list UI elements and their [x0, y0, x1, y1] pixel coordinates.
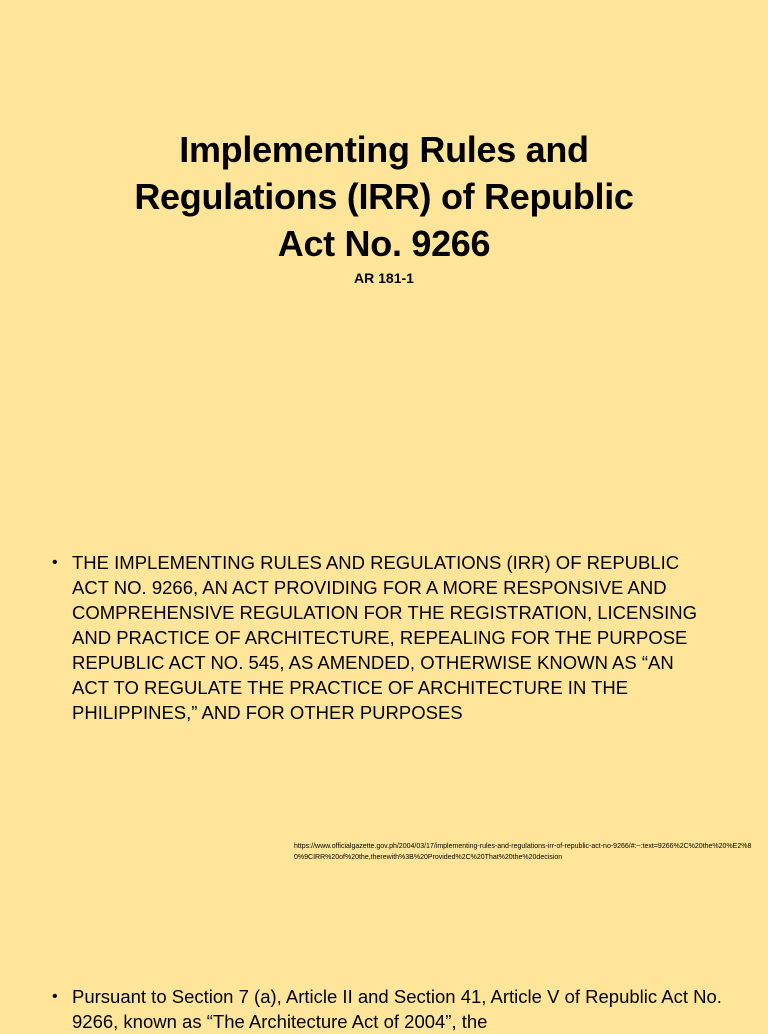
title-block	[0, 126, 768, 287]
bullet-item	[52, 550, 712, 725]
bullet-marker: •	[52, 988, 58, 1005]
source-link[interactable]: https://www.officialgazette.gov.ph/2004/03/17/implementing-rules-and-regulations-irr-of-republic-act-no-9266/#:~:text=9266%2C%20the%20%E2%80%9CIRR%20of%20the,therewith%3B%20Provided%2C%20That%20the%20decision	[294, 843, 752, 861]
slide-subtitle: AR 181-1	[354, 270, 414, 286]
bullet-marker: •	[52, 554, 58, 571]
slide-title: Implementing Rules and Regulations (IRR) of Republic Act No. 9266	[134, 129, 634, 264]
bullet-item	[52, 984, 732, 1034]
bullet-text: THE IMPLEMENTING RULES AND REGULATIONS (IRR) OF REPUBLIC ACT NO. 9266, AN ACT PROVIDING FOR A MORE RESPONSIVE AND COMPREHENSIVE REGULATION FOR THE REGISTRATION, LICENSING AND PRACTICE OF ARCHITECTURE, REPEALING FOR THE PURPOSE REPUBLIC ACT NO. 545, AS AMENDED, OTHERWISE KNOWN AS “AN ACT TO REGULATE THE PRACTICE OF ARCHITECTURE IN THE PHILIPPINES,” AND FOR OTHER PURPOSES	[72, 552, 697, 723]
bullet-text: Pursuant to Section 7 (a), Article II and Section 41, Article V of Republic Act No. 9266, known as “The Architecture Act of 2004”, the	[72, 986, 722, 1032]
